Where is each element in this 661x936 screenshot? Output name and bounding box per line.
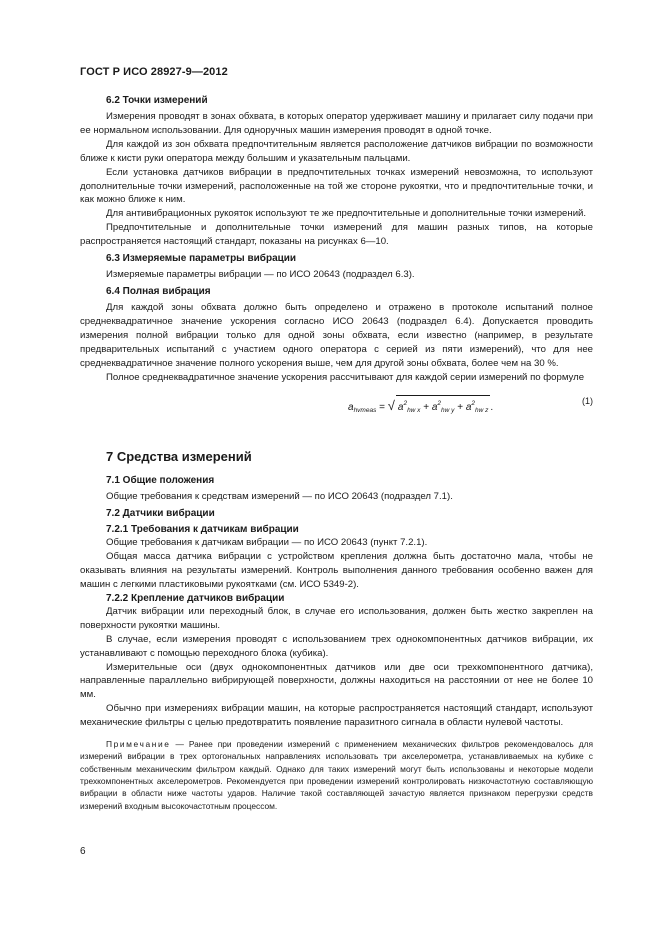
document-header: ГОСТ Р ИСО 28927-9—2012 — [80, 66, 228, 78]
paragraph: Для каждой зоны обхвата должно быть определено и отражено в протоколе испытаний полное среднеквадратичное значение ускорения согласно ИСО 20643 (подраздел 6.4). Допускается проводить измерения полной вибрации только для одной зоны обхвата, если известно (например, в результате предварительных испытаний с участием одного оператора с серией из пяти измерений), что для нее среднеквадратичное значение полного ускорения выше, чем для другой зоны обхвата, более чем на 30 %. — [80, 301, 593, 369]
section-6-4-heading: 6.4 Полная вибрация — [106, 285, 211, 297]
paragraph: Датчик вибрации или переходный блок, в случае его использования, должен быть жестко закреплен на поверхности рукоятки машины. — [80, 605, 593, 631]
paragraph: В случае, если измерения проводят с использованием трех однокомпонентных датчиков вибрации, их устанавливают с помощью переходного блока (кубика). — [80, 633, 593, 659]
note: Примечание — Ранее при проведении измерений с применением механических фильтров рекомендовалось для измерений вибрации в трех ортогональных направлениях использовать три акселерометра, устанавливаемых на кубике с собственным механическим фильтром каждый. Однако для таких измерений могут быть использованы и некоторые модели трехкомпонентных акселерометров. Рекомендуется при проведении измерений контролировать низкочастотную составляющую вибрации в области ниже частоты ударов. Наличие такой составляющей зачастую является признаком перегрузки средств измерений входным высокочастотным процессом. — [80, 739, 594, 811]
section-7-2-2-heading: 7.2.2 Крепление датчиков вибрации — [106, 592, 285, 604]
section-6-2-heading: 6.2 Точки измерений — [106, 95, 208, 106]
paragraph: Полное среднеквадратичное значение ускорения рассчитывают для каждой серии измерений по формуле — [106, 371, 585, 383]
section-7-2-1-heading: 7.2.1 Требования к датчикам вибрации — [106, 524, 299, 536]
paragraph: Для каждой из зон обхвата предпочтительным является расположение датчиков вибрации по возможности ближе к кисти руки оператора между большим и указательным пальцами. — [80, 138, 593, 164]
section-7-1-heading: 7.1 Общие положения — [106, 475, 215, 487]
paragraph: Предпочтительные и дополнительные точки измерений для машин разных типов, на которые распространяется настоящий стандарт, показаны на рисунках 6—10. — [80, 222, 593, 248]
square-root-sign: √ — [387, 398, 395, 414]
document-body — [80, 94, 593, 812]
section-7-heading: 7 Средства измерений — [106, 449, 252, 465]
section-7-2-heading: 7.2 Датчики вибрации — [106, 508, 215, 520]
paragraph: Измеряемые параметры вибрации — по ИСО 20643 (подраздел 6.3). — [106, 269, 415, 281]
paragraph: Общие требования к средствам измерений — по ИСО 20643 (подраздел 7.1). — [106, 491, 453, 503]
paragraph: Общая масса датчика вибрации с устройством крепления должна быть достаточно мала, чтобы не оказывать влияния на результаты измерений. Контроль выполнения данного требования особенно важен для машин с легкими пластиковыми рукоятками (см. ИСО 5349-2). — [80, 551, 593, 591]
section-6-3-heading: 6.3 Измеряемые параметры вибрации — [106, 253, 297, 265]
formula-number: (1) — [582, 396, 593, 407]
formula-expression: $a_{hvmeas}$ = √ $a^2_{hw x} + a^2_{hw y} + a^2_{hw z}$ . — [348, 395, 493, 418]
page-number: 6 — [80, 846, 86, 857]
note-text: Ранее при проведении измерений с применением механических фильтров рекомендовалось для измерений вибрации в трех ортогональных направлениях использовать три акселерометра, устанавливаемых на кубике с собственным механическим фильтром каждый. Однако для таких измерений могут быть использованы и некоторые модели трехкомпонентных акселерометров. Рекомендуется при проведении измерений контролировать низкочастотную составляющую вибрации в области ниже частоты ударов. Наличие такой составляющей зачастую является признаком перегрузки средств измерений входным высокочастотным процессом. — [80, 739, 594, 811]
paragraph: Измерительные оси (двух однокомпонентных датчиков или две оси трехкомпонентного датчика), направленные параллельно вибрирующей поверхности, должны находиться на расстоянии от нее не более 10 мм. — [80, 661, 593, 701]
note-label: Примечание — [106, 739, 171, 750]
radicand: $a^2_{hw x} + a^2_{hw y} + a^2_{hw z}$ — [396, 395, 491, 418]
paragraph: Если установка датчиков вибрации в предпочтительных точках измерений невозможна, то используют дополнительные точки измерений, расположенные на той же стороне рукоятки, что и предпочтительные точки, и как можно ближе к ним. — [80, 166, 593, 206]
paragraph: Обычно при измерениях вибрации машин, на которые распространяется настоящий стандарт, используют механические фильтры с целью предотвратить появление паразитного сигнала в области нулевой частоты. — [80, 703, 593, 729]
paragraph: Общие требования к датчикам вибрации — по ИСО 20643 (пункт 7.2.1). — [106, 537, 428, 549]
formula-1 — [80, 387, 593, 419]
paragraph: Измерения проводят в зонах обхвата, в которых оператор удерживает машину и прилагает силу подачи при ее нормальном использовании. Для одноручных машин измерения проводят в одной точке. — [80, 111, 593, 136]
paragraph: Для антивибрационных рукояток используют те же предпочтительные и дополнительные точки измерений. — [106, 208, 587, 220]
